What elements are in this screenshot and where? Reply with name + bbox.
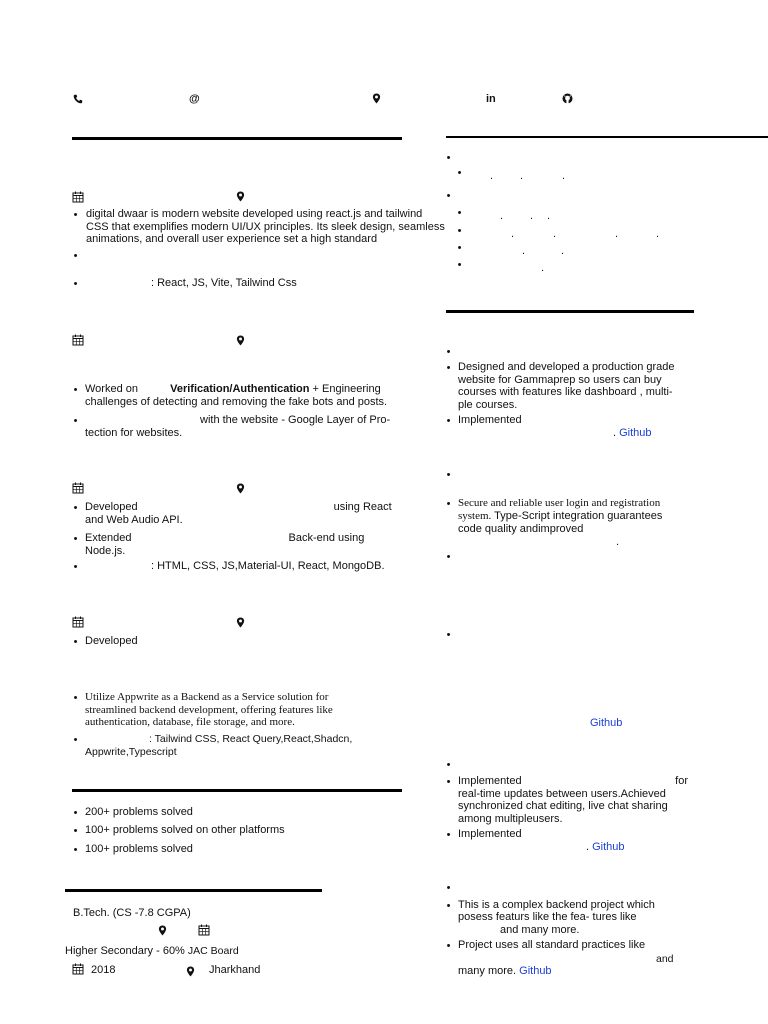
experience-4-bullet-2: Utilize Appwrite as a Backend as a Service solution for streamlined backend development, offering features like authentication, database, file storage, and more.: [85, 691, 333, 728]
bullet: •: [73, 844, 78, 856]
map-pin-icon: [186, 966, 195, 977]
bullet: •: [73, 533, 78, 545]
map-pin-icon: [372, 93, 381, 104]
bullet: •: [73, 561, 78, 573]
bullet: •: [73, 415, 78, 427]
experience-1-tech-stack: : React, JS, Vite, Tailwind Css: [151, 277, 297, 289]
at-icon[interactable]: @: [189, 93, 200, 105]
bullet: •: [446, 759, 451, 771]
education-degree: B.Tech. (CS -7.8 CGPA): [73, 907, 191, 919]
bullet: •: [446, 152, 451, 164]
separator-dot: .: [615, 228, 619, 240]
calendar-icon: [72, 963, 84, 975]
education-year: 2018: [91, 964, 116, 976]
bullet: •: [446, 362, 451, 374]
project-5-description: This is a complex backend project which posess featurs like the fea- tures like and many more.: [458, 899, 655, 936]
bullet: •: [457, 242, 462, 254]
bullet: •: [446, 900, 451, 912]
problem-count-2: 100+ problems solved on other platforms: [85, 824, 285, 836]
project-1-github-link[interactable]: . Github: [613, 427, 652, 439]
linkedin-icon[interactable]: in: [486, 93, 496, 105]
experience-section-divider: [72, 137, 402, 140]
project-3-github-link[interactable]: Github: [590, 717, 623, 729]
bullet: •: [446, 498, 451, 510]
bullet: •: [457, 167, 462, 179]
experience-1-description: digital dwaar is modern website developed using react.js and tailwind CSS that exemplifies modern UI/UX principles. Its sleek design, seamless animations, and overall user experience set a high standard: [86, 208, 445, 245]
bullet: •: [446, 629, 451, 641]
bullet: •: [446, 776, 451, 788]
separator-dot: .: [490, 170, 494, 182]
problem-count-1: 200+ problems solved: [85, 806, 193, 818]
bullet: •: [457, 225, 462, 237]
projects-section-divider: [446, 310, 694, 313]
map-pin-icon: [236, 483, 245, 494]
bullet: •: [73, 209, 78, 221]
project-2-description: Secure and reliable user login and registration system. Type-Script integration guarantees code quality andimproved: [458, 497, 663, 535]
experience-4-bullet-1: Developed: [85, 635, 138, 647]
github-icon[interactable]: [562, 93, 573, 104]
experience-2-bullet-1: Worked on Verification/Authentication + Engineering challenges of detecting and removing the fake bots and posts.: [85, 383, 388, 408]
project-5-practices: Project uses all standard practices like: [458, 939, 646, 951]
project-5-more: many more. Github: [458, 965, 552, 977]
separator-dot: .: [656, 228, 660, 240]
map-pin-icon: [236, 617, 245, 628]
project-1-description: Designed and developed a production grade website for Gammaprep so users can buy courses with features like dashboard , multi- ple courses.: [458, 361, 675, 411]
calendar-icon: [198, 924, 210, 936]
calendar-icon: [72, 616, 84, 628]
bullet: •: [446, 415, 451, 427]
bullet: •: [73, 384, 78, 396]
map-pin-icon: [236, 335, 245, 346]
separator-dot: .: [530, 210, 534, 222]
map-pin-icon: [158, 925, 167, 936]
separator-dot: .: [553, 228, 557, 240]
experience-3-bullet-2: Extended Back-end using Node.js.: [85, 532, 365, 557]
experience-3-tech-stack: : HTML, CSS, JS,Material-UI, React, MongoDB.: [151, 560, 385, 572]
project-1-implemented: Implemented: [458, 414, 522, 426]
project-5-github-link[interactable]: Github: [519, 965, 552, 977]
problem-count-3: 100+ problems solved: [85, 843, 193, 855]
bullet: •: [457, 259, 462, 271]
map-pin-icon: [236, 191, 245, 202]
bullet: •: [73, 250, 78, 262]
bullet: •: [73, 278, 78, 290]
calendar-icon: [72, 482, 84, 494]
separator-dot: .: [561, 245, 565, 257]
separator-dot: .: [511, 228, 515, 240]
bullet: •: [446, 346, 451, 358]
education-section-divider: [65, 889, 322, 892]
bullet: •: [73, 825, 78, 837]
bullet: •: [446, 190, 451, 202]
project-4-github-link[interactable]: . Github: [586, 841, 625, 853]
bullet: •: [73, 502, 78, 514]
project-4-implemented: Implemented: [458, 828, 522, 840]
experience-4-tech-stack: : Tailwind CSS, React Query,React,Shadcn, Appwrite,Typescript: [85, 733, 353, 758]
bullet: •: [73, 807, 78, 819]
separator-dot: .: [547, 210, 551, 222]
bullet: •: [446, 940, 451, 952]
bullet: •: [446, 469, 451, 481]
separator-dot: .: [500, 210, 504, 222]
education-location: Jharkhand: [209, 964, 261, 976]
separator-dot: .: [520, 170, 524, 182]
problem-solving-section-divider: [72, 789, 402, 792]
bullet: •: [446, 882, 451, 894]
bullet: •: [457, 207, 462, 219]
skills-section-divider: [446, 136, 768, 138]
separator-dot: .: [541, 262, 545, 274]
bullet: •: [73, 636, 78, 648]
phone-icon[interactable]: [73, 94, 83, 104]
bullet: •: [73, 734, 78, 746]
calendar-icon: [72, 191, 84, 203]
project-4-description: Implemented for real-time updates between users.Achieved synchronized chat editing, live chat sharing among multipleusers.: [458, 775, 688, 825]
separator-dot: .: [562, 170, 566, 182]
bullet: •: [73, 692, 78, 704]
experience-3-bullet-1: Developed using React and Web Audio API.: [85, 501, 392, 526]
bullet: •: [446, 551, 451, 563]
education-higher-secondary: Higher Secondary - 60% JAC Board: [65, 945, 239, 957]
bullet: •: [446, 829, 451, 841]
separator-dot: .: [616, 536, 620, 548]
experience-2-bullet-2: with the website - Google Layer of Pro- tection for websites.: [85, 414, 391, 439]
separator-dot: .: [522, 245, 526, 257]
calendar-icon: [72, 334, 84, 346]
project-5-and: and: [656, 953, 674, 965]
